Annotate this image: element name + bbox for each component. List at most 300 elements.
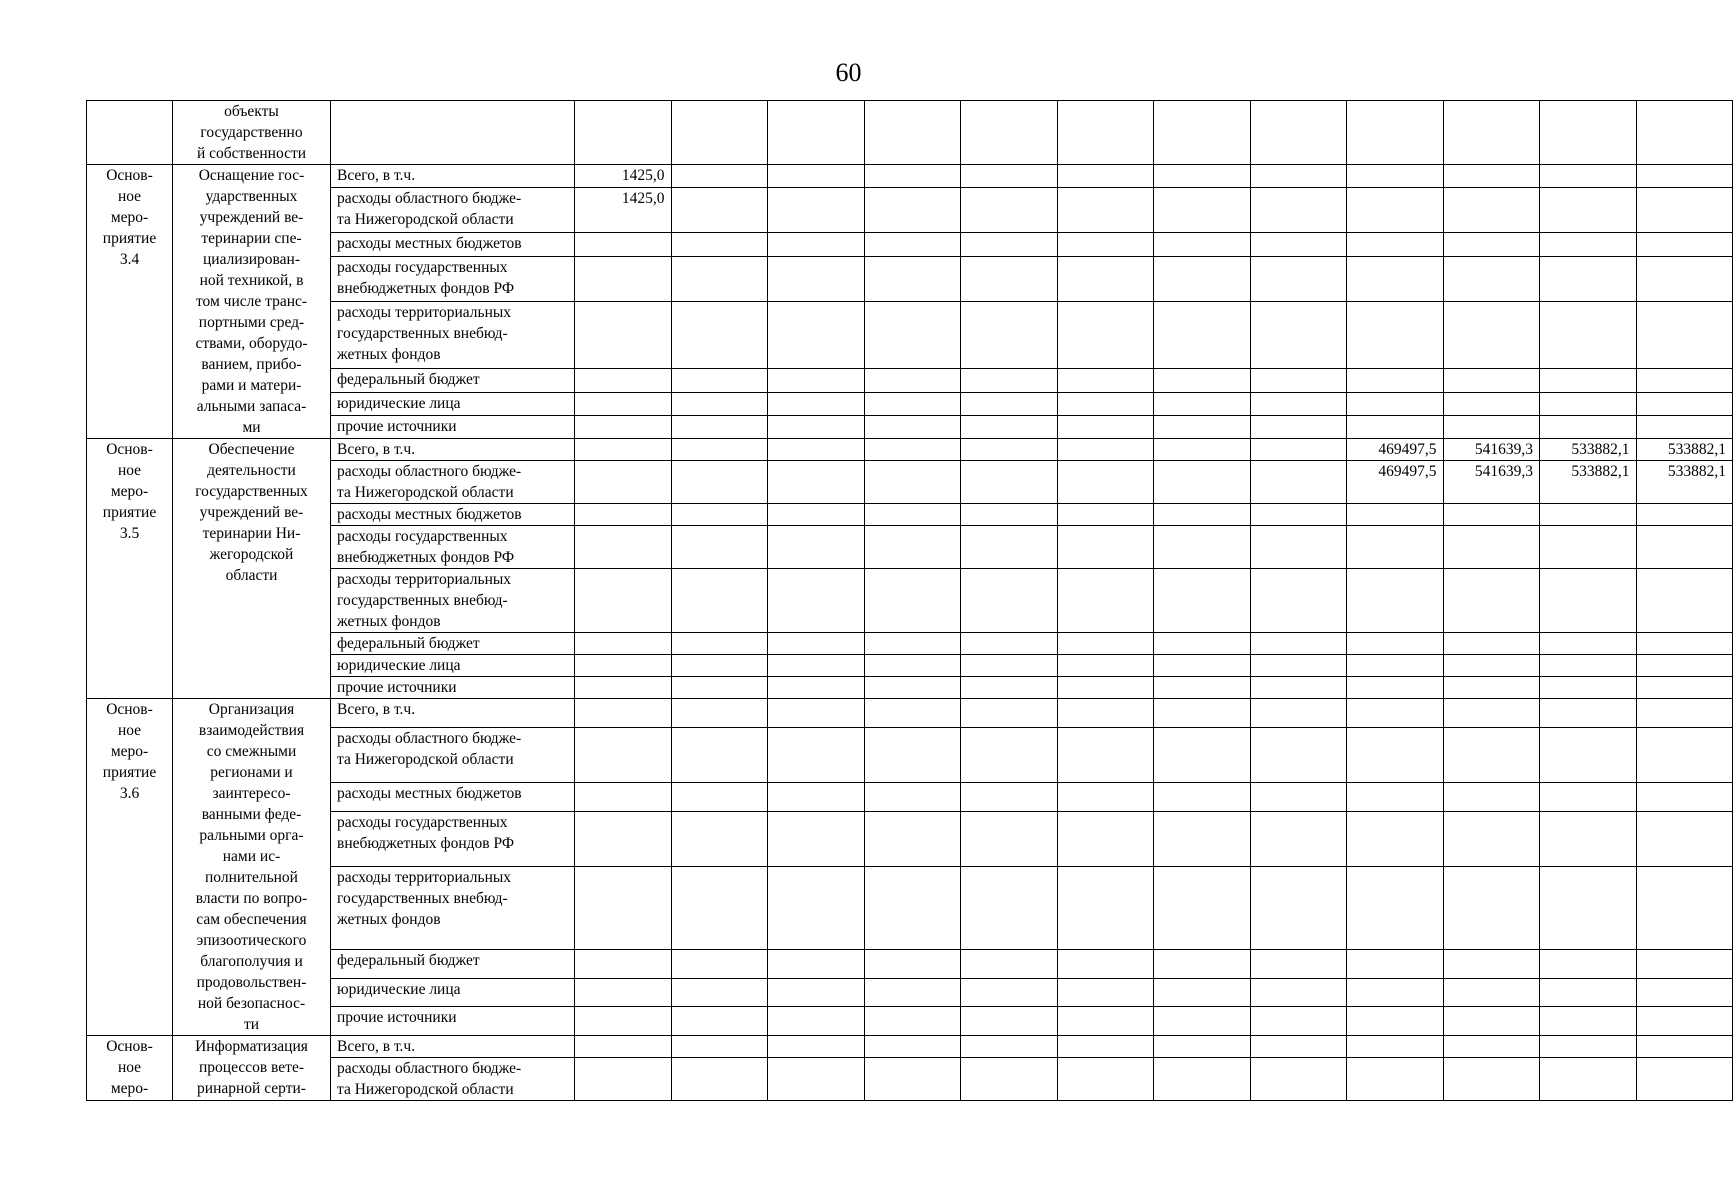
amount-cell xyxy=(1250,633,1347,655)
amount-cell xyxy=(1250,727,1347,783)
activity-code-text: меро- xyxy=(110,483,149,500)
amount-cell xyxy=(1636,1007,1733,1036)
funding-source-text: прочие источники xyxy=(337,679,457,696)
amount-cell xyxy=(961,677,1058,699)
funding-source-cell xyxy=(331,188,575,233)
amount-cell xyxy=(768,392,865,415)
table-row xyxy=(87,461,1733,504)
activity-code-text: 3.6 xyxy=(119,785,140,802)
amount-cell: 533882,1 xyxy=(1540,439,1637,461)
table-row xyxy=(87,233,1733,256)
amount-cell xyxy=(575,677,672,699)
amount-cell xyxy=(1443,233,1540,256)
amount-cell xyxy=(1347,1007,1444,1036)
amount-cell xyxy=(1057,256,1154,301)
amount-cell xyxy=(1154,978,1251,1007)
funding-source-text: расходы территориальных xyxy=(337,303,512,321)
amount-cell xyxy=(768,461,865,504)
activity-title-text: портными сред- xyxy=(198,314,305,331)
activity-code-text: Основ- xyxy=(106,1038,153,1055)
amount-cell xyxy=(1154,165,1251,188)
funding-source-text: расходы областного бюдже- xyxy=(337,729,522,747)
amount-cell: 533882,1 xyxy=(1636,461,1733,504)
funding-source-cell xyxy=(331,655,575,677)
activity-title-text: Информатизация xyxy=(195,1038,308,1055)
amount-cell xyxy=(768,256,865,301)
amount-cell xyxy=(1347,867,1444,950)
amount-cell xyxy=(1250,811,1347,867)
amount-cell xyxy=(768,677,865,699)
amount-cell xyxy=(864,504,961,526)
amount-cell xyxy=(1250,1007,1347,1036)
amount-cell xyxy=(1443,415,1540,438)
amount-cell xyxy=(1250,1058,1347,1101)
activity-code-text: ное xyxy=(117,188,142,205)
amount-cell xyxy=(1154,415,1251,438)
amount-cell xyxy=(1636,1036,1733,1058)
amount-cell xyxy=(1540,415,1637,438)
activity-code-text: приятие xyxy=(102,504,157,521)
activity-code-text: меро- xyxy=(110,743,149,760)
funding-source-cell xyxy=(331,677,575,699)
funding-source-cell xyxy=(331,461,575,504)
amount-cell xyxy=(1057,301,1154,368)
amount-cell xyxy=(1540,727,1637,783)
funding-source-text: расходы территориальных xyxy=(337,571,512,588)
amount-cell xyxy=(768,1007,865,1036)
amount-cell xyxy=(961,1058,1058,1101)
amount-cell xyxy=(671,1007,768,1036)
amount-cell xyxy=(671,526,768,569)
amount-cell xyxy=(1347,978,1444,1007)
funding-source-cell xyxy=(331,504,575,526)
amount-cell xyxy=(1540,101,1637,165)
amount-cell xyxy=(671,950,768,979)
funding-source-text: та Нижегородской области xyxy=(337,1081,514,1098)
amount-cell xyxy=(1154,1007,1251,1036)
amount-cell xyxy=(1443,301,1540,368)
amount-cell xyxy=(575,867,672,950)
amount-cell xyxy=(864,867,961,950)
table-row xyxy=(87,727,1733,783)
amount-cell xyxy=(1347,301,1444,368)
activity-title-text: государственных xyxy=(195,483,308,500)
activity-title-text: эпизоотического xyxy=(196,932,307,949)
amount-cell xyxy=(1347,369,1444,392)
amount-cell xyxy=(1154,655,1251,677)
amount-cell xyxy=(864,811,961,867)
amount-cell xyxy=(1154,504,1251,526)
amount-cell xyxy=(961,569,1058,633)
amount-cell xyxy=(1443,633,1540,655)
amount-cell xyxy=(1154,811,1251,867)
funding-source-cell xyxy=(331,301,575,368)
amount-cell xyxy=(1154,677,1251,699)
activity-title-text: ной безопаснос- xyxy=(197,995,306,1012)
amount-cell xyxy=(671,101,768,165)
amount-cell xyxy=(1057,369,1154,392)
funding-source-text: расходы государственных xyxy=(337,528,508,545)
amount-cell xyxy=(1347,811,1444,867)
amount-cell xyxy=(961,1036,1058,1058)
activity-title-text: со смежными xyxy=(206,743,297,760)
funding-source-text: расходы территориальных xyxy=(337,869,512,887)
amount-cell xyxy=(1443,677,1540,699)
amount-cell xyxy=(1057,461,1154,504)
amount-cell xyxy=(1636,699,1733,728)
funding-source-text: внебюджетных фондов РФ xyxy=(337,834,515,852)
activity-code-text: меро- xyxy=(110,209,149,226)
activity-code-text: Основ- xyxy=(106,441,153,458)
amount-cell xyxy=(575,569,672,633)
funding-source-text: расходы областного бюдже- xyxy=(337,463,522,480)
amount-cell xyxy=(1250,1036,1347,1058)
amount-cell xyxy=(1636,301,1733,368)
funding-source-text: прочие источники xyxy=(337,417,457,435)
activity-code-text: 3.5 xyxy=(119,525,140,542)
amount-cell xyxy=(1250,188,1347,233)
amount-cell xyxy=(864,165,961,188)
amount-cell xyxy=(1347,392,1444,415)
funding-source-text: федеральный бюджет xyxy=(337,952,480,970)
funding-source-text: прочие источники xyxy=(337,1009,457,1027)
amount-cell xyxy=(768,783,865,812)
amount-cell xyxy=(1636,392,1733,415)
amount-cell xyxy=(575,256,672,301)
amount-cell xyxy=(1540,1036,1637,1058)
amount-cell xyxy=(864,188,961,233)
funding-source-text: юридические лица xyxy=(337,980,461,998)
amount-cell xyxy=(1154,1058,1251,1101)
amount-cell xyxy=(768,727,865,783)
amount-cell xyxy=(961,392,1058,415)
activity-code-text: 3.4 xyxy=(119,251,140,268)
amount-cell xyxy=(1347,526,1444,569)
activity-title-text: том числе транс- xyxy=(195,293,308,310)
amount-cell xyxy=(1443,101,1540,165)
amount-cell xyxy=(1540,188,1637,233)
amount-cell xyxy=(961,165,1058,188)
funding-source-cell xyxy=(331,233,575,256)
amount-cell xyxy=(1057,677,1154,699)
amount-cell xyxy=(1057,867,1154,950)
amount-cell xyxy=(1057,1007,1154,1036)
activity-title-text: ванием, прибо- xyxy=(201,356,302,373)
activity-code-cell xyxy=(87,165,173,439)
amount-cell xyxy=(575,415,672,438)
amount-cell xyxy=(671,699,768,728)
amount-cell xyxy=(1636,188,1733,233)
activity-title-text: Организация xyxy=(208,701,295,718)
funding-source-text: внебюджетных фондов РФ xyxy=(337,549,515,566)
funding-source-text: расходы местных бюджетов xyxy=(337,506,522,523)
amount-cell xyxy=(1540,369,1637,392)
amount-cell xyxy=(1057,633,1154,655)
amount-cell xyxy=(575,1058,672,1101)
activity-title-text: деятельности xyxy=(207,462,296,479)
amount-cell xyxy=(961,504,1058,526)
amount-cell xyxy=(1540,301,1637,368)
table-row xyxy=(87,188,1733,233)
amount-cell xyxy=(961,439,1058,461)
table-row xyxy=(87,677,1733,699)
table-row xyxy=(87,811,1733,867)
activity-title-text: ми xyxy=(242,419,261,436)
amount-cell xyxy=(1250,165,1347,188)
activity-code-cell xyxy=(87,1036,173,1101)
amount-cell xyxy=(864,461,961,504)
funding-source-text: жетных фондов xyxy=(337,345,441,363)
amount-cell xyxy=(768,978,865,1007)
amount-cell xyxy=(768,101,865,165)
amount-cell xyxy=(864,950,961,979)
amount-cell xyxy=(1250,439,1347,461)
amount-cell xyxy=(1540,569,1637,633)
amount-cell xyxy=(1347,699,1444,728)
funding-source-text: внебюджетных фондов РФ xyxy=(337,279,515,297)
amount-cell xyxy=(1540,256,1637,301)
amount-cell xyxy=(1540,392,1637,415)
amount-cell xyxy=(1154,439,1251,461)
amount-cell xyxy=(768,301,865,368)
amount-cell xyxy=(961,301,1058,368)
amount-cell xyxy=(1636,950,1733,979)
amount-cell xyxy=(864,677,961,699)
amount-cell xyxy=(671,1036,768,1058)
activity-title-text: теринарии Ни- xyxy=(202,525,301,542)
amount-cell xyxy=(961,811,1058,867)
amount-cell xyxy=(1636,727,1733,783)
amount-cell xyxy=(1250,233,1347,256)
amount-cell xyxy=(1540,655,1637,677)
funding-source-cell xyxy=(331,727,575,783)
amount-cell xyxy=(1057,526,1154,569)
amount-cell xyxy=(671,256,768,301)
amount-cell xyxy=(1154,569,1251,633)
funding-source-cell xyxy=(331,1007,575,1036)
activity-code-text: ное xyxy=(117,1059,142,1076)
funding-source-text: та Нижегородской области xyxy=(337,484,514,501)
amount-cell xyxy=(864,569,961,633)
amount-cell xyxy=(1154,699,1251,728)
funding-source-text: Всего, в т.ч. xyxy=(337,701,416,718)
amount-cell xyxy=(1636,415,1733,438)
activity-title-text: учреждений ве- xyxy=(199,504,304,521)
table-row xyxy=(87,1058,1733,1101)
amount-cell xyxy=(768,1036,865,1058)
amount-cell xyxy=(1057,655,1154,677)
amount-cell xyxy=(864,526,961,569)
amount-cell xyxy=(1443,1007,1540,1036)
funding-source-text: Всего, в т.ч. xyxy=(337,167,416,184)
funding-source-cell xyxy=(331,950,575,979)
amount-cell xyxy=(1250,461,1347,504)
activity-title-text: ринарной серти- xyxy=(197,1080,306,1097)
amount-cell xyxy=(864,727,961,783)
amount-cell xyxy=(1636,978,1733,1007)
amount-cell xyxy=(1057,415,1154,438)
activity-code-text: ное xyxy=(117,462,142,479)
amount-cell xyxy=(961,867,1058,950)
amount-cell xyxy=(1154,233,1251,256)
table-row xyxy=(87,415,1733,438)
amount-cell xyxy=(961,188,1058,233)
funding-source-cell xyxy=(331,392,575,415)
table-row xyxy=(87,867,1733,950)
amount-cell xyxy=(1347,1036,1444,1058)
amount-cell xyxy=(768,1058,865,1101)
amount-cell xyxy=(1443,569,1540,633)
amount-cell xyxy=(1540,699,1637,728)
amount-cell xyxy=(961,526,1058,569)
amount-cell xyxy=(575,439,672,461)
amount-cell xyxy=(961,655,1058,677)
amount-cell xyxy=(575,1036,672,1058)
activity-title-cell xyxy=(173,439,331,699)
activity-title-text: регионами и xyxy=(210,764,293,781)
activity-title-text: ральными орга- xyxy=(199,827,304,844)
activity-title-text: продовольствен- xyxy=(196,974,307,991)
activity-title-text: области xyxy=(225,567,278,584)
amount-cell xyxy=(671,569,768,633)
amount-cell xyxy=(575,301,672,368)
amount-cell xyxy=(1347,633,1444,655)
amount-cell xyxy=(1443,655,1540,677)
funding-source-cell xyxy=(331,978,575,1007)
amount-cell xyxy=(768,950,865,979)
table-row xyxy=(87,655,1733,677)
activity-code-cell xyxy=(87,439,173,699)
amount-cell xyxy=(1250,655,1347,677)
amount-cell xyxy=(1057,165,1154,188)
activity-title-text: альными запаса- xyxy=(196,398,307,415)
activity-title-text: Оснащение гос- xyxy=(198,167,305,184)
amount-cell xyxy=(575,655,672,677)
funding-source-text: федеральный бюджет xyxy=(337,635,480,652)
amount-cell xyxy=(1250,504,1347,526)
amount-cell xyxy=(864,699,961,728)
table-row xyxy=(87,978,1733,1007)
amount-cell xyxy=(1154,301,1251,368)
table-row xyxy=(87,369,1733,392)
amount-cell xyxy=(671,415,768,438)
amount-cell xyxy=(671,867,768,950)
amount-cell xyxy=(1057,504,1154,526)
budget-table xyxy=(86,100,1733,1101)
amount-cell xyxy=(1154,256,1251,301)
activity-title-cell xyxy=(173,101,331,165)
amount-cell xyxy=(768,699,865,728)
amount-cell xyxy=(1347,101,1444,165)
amount-cell xyxy=(961,415,1058,438)
amount-cell xyxy=(671,392,768,415)
amount-cell xyxy=(1057,569,1154,633)
funding-source-cell xyxy=(331,867,575,950)
amount-cell xyxy=(768,867,865,950)
amount-cell xyxy=(768,526,865,569)
amount-cell xyxy=(1154,188,1251,233)
amount-cell xyxy=(1636,783,1733,812)
amount-cell xyxy=(671,165,768,188)
amount-cell xyxy=(1154,369,1251,392)
amount-cell xyxy=(671,233,768,256)
activity-code-cell xyxy=(87,699,173,1036)
funding-source-cell xyxy=(331,415,575,438)
amount-cell xyxy=(961,783,1058,812)
activity-title-text: й собственности xyxy=(196,145,307,162)
amount-cell xyxy=(1636,165,1733,188)
activity-title-text: ванными феде- xyxy=(201,806,302,823)
amount-cell xyxy=(1154,783,1251,812)
table-row xyxy=(87,1007,1733,1036)
amount-cell xyxy=(864,415,961,438)
amount-cell xyxy=(768,188,865,233)
table-row xyxy=(87,633,1733,655)
amount-cell xyxy=(1636,655,1733,677)
amount-cell xyxy=(768,504,865,526)
amount-cell xyxy=(768,233,865,256)
funding-source-text: Всего, в т.ч. xyxy=(337,1038,416,1055)
activity-title-text: ударственных xyxy=(205,188,298,205)
activity-title-text: сам обеспечения xyxy=(196,911,307,928)
amount-cell xyxy=(1540,811,1637,867)
amount-cell xyxy=(575,504,672,526)
amount-cell: 541639,3 xyxy=(1443,439,1540,461)
amount-cell xyxy=(864,1058,961,1101)
amount-cell xyxy=(1636,867,1733,950)
table-row xyxy=(87,439,1733,461)
funding-source-text: расходы местных бюджетов xyxy=(337,235,522,253)
activity-title-text: взаимодействия xyxy=(198,722,305,739)
amount-cell xyxy=(671,677,768,699)
amount-cell xyxy=(671,1058,768,1101)
amount-cell xyxy=(1347,950,1444,979)
funding-source-text: государственных внебюд- xyxy=(337,324,508,342)
amount-cell xyxy=(1443,867,1540,950)
funding-source-cell xyxy=(331,783,575,812)
amount-cell xyxy=(864,783,961,812)
activity-title-text: учреждений ве- xyxy=(199,209,304,226)
funding-source-cell xyxy=(331,569,575,633)
table-row xyxy=(87,699,1733,728)
funding-source-text: государственных внебюд- xyxy=(337,890,508,908)
amount-cell xyxy=(1250,369,1347,392)
funding-source-cell xyxy=(331,811,575,867)
amount-cell: 469497,5 xyxy=(1347,439,1444,461)
activity-title-text: объекты xyxy=(224,103,279,120)
amount-cell xyxy=(864,301,961,368)
funding-source-cell xyxy=(331,1036,575,1058)
amount-cell xyxy=(671,811,768,867)
amount-cell: 541639,3 xyxy=(1443,461,1540,504)
amount-cell xyxy=(1154,526,1251,569)
amount-cell xyxy=(768,369,865,392)
amount-cell xyxy=(1443,783,1540,812)
amount-cell xyxy=(1057,1036,1154,1058)
activity-title-text: жегородской xyxy=(209,546,294,563)
funding-source-text: жетных фондов xyxy=(337,911,441,929)
funding-source-cell xyxy=(331,1058,575,1101)
amount-cell xyxy=(575,978,672,1007)
amount-cell xyxy=(864,256,961,301)
amount-cell xyxy=(1636,677,1733,699)
funding-source-cell xyxy=(331,165,575,188)
table-row xyxy=(87,392,1733,415)
amount-cell xyxy=(961,101,1058,165)
amount-cell xyxy=(575,783,672,812)
amount-cell xyxy=(1057,978,1154,1007)
amount-cell xyxy=(575,101,672,165)
